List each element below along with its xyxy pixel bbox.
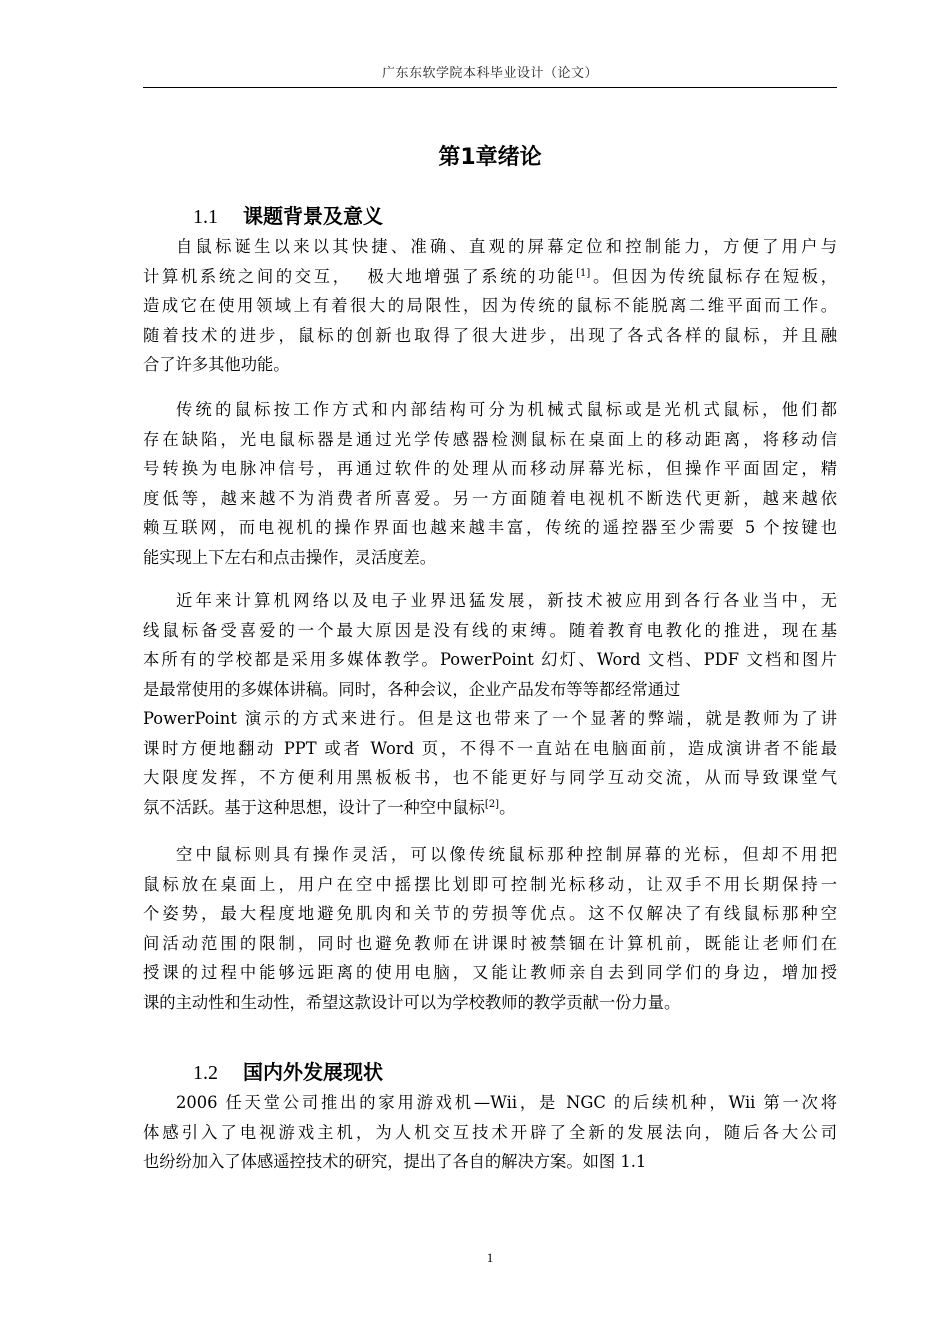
text-line: 间活动范围的限制，同时也避免教师在讲课时被禁锢在计算机前，既能让老师们在 xyxy=(143,933,837,953)
text-line: 自鼠标诞生以来以其快捷、准确、直观的屏幕定位和控制能力，方便了用户与 xyxy=(176,237,837,256)
section-heading-1-2 xyxy=(193,1056,383,1085)
text-line: 随着技术的进步，鼠标的创新也取得了很大进步，出现了各式各样的鼠标，并且融 xyxy=(143,325,837,345)
text-line: 度低等，越来越不为消费者所喜爱。另一方面随着电视机不断迭代更新，越来越依 xyxy=(143,488,837,508)
page-number: 1 xyxy=(486,1250,494,1265)
text-line: 个姿势，最大程度地避免肌肉和关节的劳损等优点。这不仅解决了有线鼠标那种空 xyxy=(143,904,837,923)
header-rule xyxy=(143,87,837,88)
text-line: 是最常使用的多媒体讲稿。同时，各种会议，企业产品发布等等都经常通过 xyxy=(143,679,681,699)
text-line: 造成它在使用领域上有着很大的局限性，因为传统的鼠标不能脱离二维平面而工作。 xyxy=(143,296,837,315)
chapter-title: 第1章绪论 xyxy=(438,145,542,170)
text-line: 课时方便地翻动 PPT 或者 Word 页，不得不一直站在电脑面前，造成演讲者不能最 xyxy=(143,738,837,758)
text-span: 氛不活跃。基于这种思想，设计了一种空中鼠标 xyxy=(143,797,485,817)
text-line: PowerPoint 演示的方式来进行。但是这也带来了一个显著的弊端，就是教师为了讲 xyxy=(143,709,837,728)
paragraph-4 xyxy=(143,840,837,1017)
text-line: 线鼠标备受喜爱的一个最大原因是没有线的束缚。随着教育电教化的推进，现在基 xyxy=(143,620,837,640)
text-line: 能实现上下左右和点击操作，灵活度差。 xyxy=(143,547,437,567)
section-number: 1.2 xyxy=(193,1062,218,1084)
text-line: 号转换为电脉冲信号，再通过软件的处理从而移动屏幕光标，但操作平面固定，精 xyxy=(143,459,837,478)
text-line xyxy=(143,262,837,292)
text-line: 授课的过程中能够远距离的使用电脑，又能让教师亲自去到同学们的身边，增加授 xyxy=(143,963,837,982)
text-line: 存在缺陷，光电鼠标器是通过光学传感器检测鼠标在桌面上的移动距离，将移动信 xyxy=(143,429,837,449)
text-line: 空中鼠标则具有操作灵活，可以像传统鼠标那种控制屏幕的光标，但却不用把 xyxy=(176,845,837,864)
section-title: 课题背景及意义 xyxy=(243,204,383,228)
citation-ref: [1] xyxy=(576,267,591,279)
text-line: 合了许多其他功能。 xyxy=(143,355,290,374)
paragraph-1 xyxy=(143,232,837,380)
citation-ref: [2] xyxy=(484,798,500,810)
section-number: 1.1 xyxy=(193,206,218,228)
text-line: 传统的鼠标按工作方式和内部结构可分为机械式鼠标或是光机式鼠标，他们都 xyxy=(176,400,837,419)
text-line: 大限度发挥，不方便利用黑板板书，也不能更好与同学互动交流，从而导致课堂气 xyxy=(143,768,837,787)
section-heading-1-1 xyxy=(193,200,383,229)
page-header: 广东东软学院本科毕业设计（论文） xyxy=(381,66,598,81)
text-span: 计算机系统之间的交互， 极大地增强了系统的功能 xyxy=(143,266,577,286)
text-line: 本所有的学校都是采用多媒体教学。PowerPoint 幻灯、Word 文档、PDF 文档和图片 xyxy=(143,650,837,669)
section-title: 国内外发展现状 xyxy=(243,1060,383,1084)
text-line: 近年来计算机网络以及电子业界迅猛发展，新技术被应用到各行各业当中，无 xyxy=(176,591,837,610)
text-line: 鼠标放在桌面上，用户在空中摇摆比划即可控制光标移动，让双手不用长期保持一 xyxy=(143,874,837,894)
text-line: 课的主动性和生动性，希望这款设计可以为学校教师的教学贡献一份力量。 xyxy=(143,992,681,1012)
paragraph-5 xyxy=(143,1088,837,1177)
text-line xyxy=(143,793,837,823)
text-line: 体感引入了电视游戏主机，为人机交互技术开辟了全新的发展法向，随后各大公司 xyxy=(143,1122,837,1142)
text-line: 2006 任天堂公司推出的家用游戏机—Wii，是 NGC 的后续机种，Wii 第一次将 xyxy=(176,1093,837,1112)
text-line: 也纷纷加入了体感遥控技术的研究，提出了各自的解决方案。如图 1.1 xyxy=(143,1152,647,1171)
paragraph-2 xyxy=(143,395,837,572)
text-span: 。但因为传统鼠标存在短板， xyxy=(590,266,837,286)
paragraph-3 xyxy=(143,586,837,822)
text-span: 。 xyxy=(499,797,516,817)
text-line: 赖互联网，而电视机的操作界面也越来越丰富，传统的遥控器至少需要 5 个按键也 xyxy=(143,518,837,537)
